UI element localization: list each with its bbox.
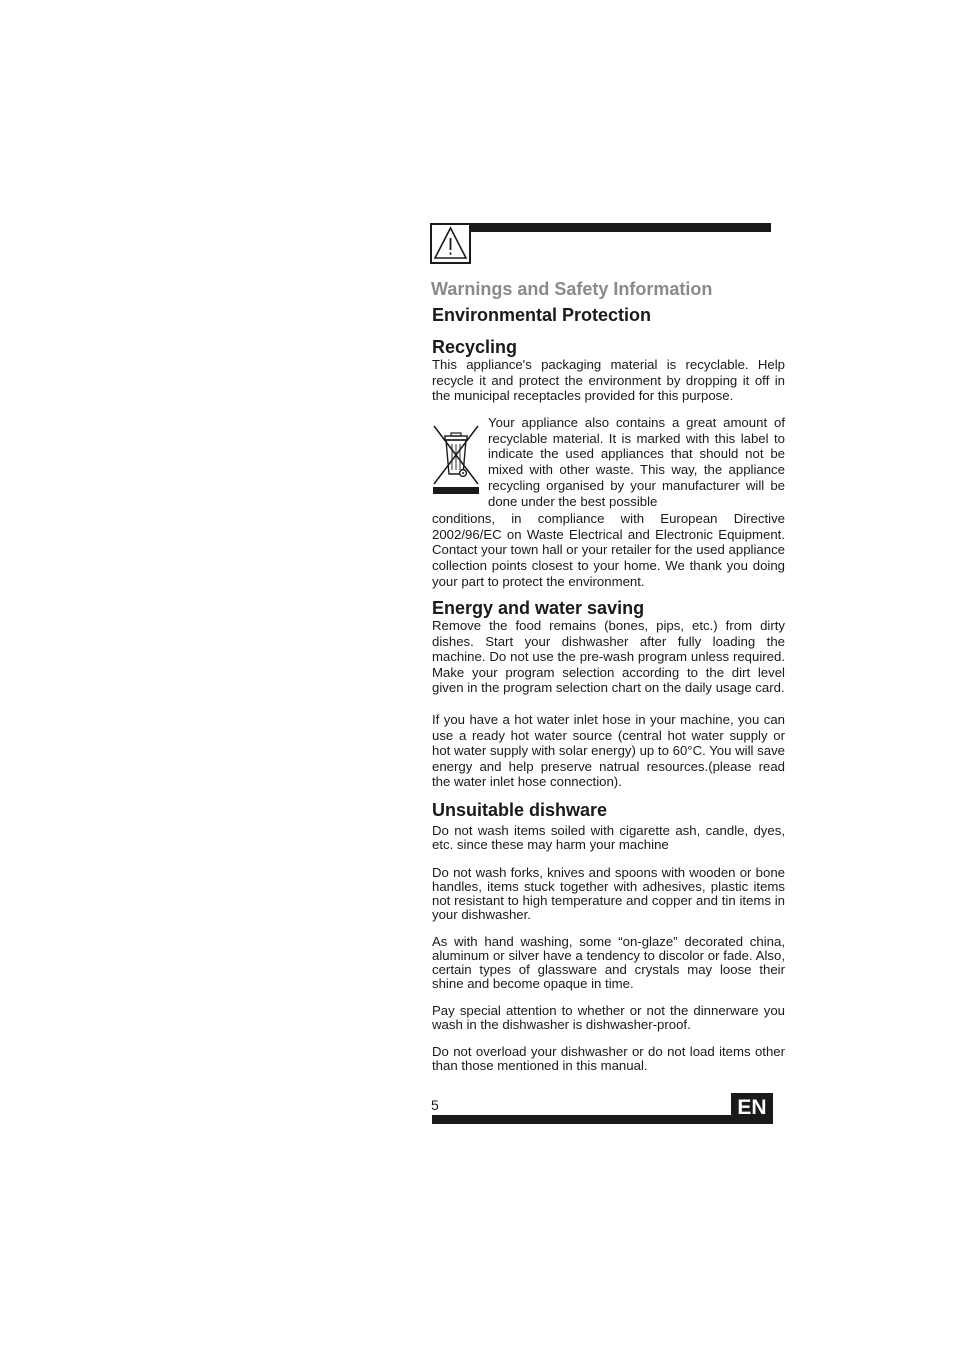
- recycling-heading: Recycling: [432, 337, 518, 357]
- energy-paragraph-1: Remove the food remains (bones, pips, etc.) from dirty dishes. Start your dishwasher after fully loading the machine. Do not use the pre-wash program unless required. Make your program selection according to the dirt level given in the program selection chart on the daily usage card.: [432, 618, 785, 696]
- energy-paragraph-2: If you have a hot water inlet hose in your machine, you can use a ready hot water source (central hot water supply or hot water supply with solar energy) up to 60°C. You will save energy and help preserve natrual resources.(please read the water inlet hose connection).: [432, 712, 785, 790]
- section-title: Warnings and Safety Information: [431, 279, 713, 299]
- recycling-continued-paragraph: conditions, in compliance with European Directive 2002/96/EC on Waste Electrical and Electronic Equipment. Contact your town hall or your retailer for the used appliance collection points closest to your home. We thank you doing your part to protect the environment.: [432, 511, 785, 589]
- unsuitable-paragraph-5: Do not overload your dishwasher or do not load items other than those mentioned in this manual.: [432, 1044, 785, 1073]
- recycling-paragraph: This appliance's packaging material is recyclable. Help recycle it and protect the environment by dropping it off in the municipal receptacles provided for this purpose.: [432, 357, 785, 403]
- unsuitable-paragraph-1: Do not wash items soiled with cigarette ash, candle, dyes, etc. since these may harm your machine: [432, 823, 785, 852]
- unsuitable-paragraph-3: As with hand washing, some “on-glaze” decorated china, aluminum or silver have a tendency to discolor or fade. Also, certain types of glassware and crystals may loose their shine and become opaque in time.: [432, 934, 785, 991]
- language-badge: EN: [731, 1093, 773, 1124]
- unsuitable-dishware-heading: Unsuitable dishware: [432, 800, 608, 820]
- unsuitable-paragraph-2: Do not wash forks, knives and spoons with wooden or bone handles, items stuck together with adhesives, plastic items not resistant to high temperature and copper and tin items in your dishwasher.: [432, 865, 785, 922]
- warning-badge: [430, 223, 471, 264]
- environmental-protection-heading: Environmental Protection: [432, 305, 652, 325]
- crossed-out-wheelie-bin-icon: [432, 424, 480, 496]
- bottom-rule: [432, 1115, 773, 1124]
- warning-triangle-icon: [432, 225, 469, 262]
- energy-water-saving-heading: Energy and water saving: [432, 598, 645, 618]
- page-number: 5: [431, 1097, 439, 1113]
- unsuitable-paragraph-4: Pay special attention to whether or not the dinnerware you wash in the dishwasher is dishwasher-proof.: [432, 1003, 785, 1032]
- recycling-label-paragraph: Your appliance also contains a great amount of recyclable material. It is marked with this label to indicate the used appliances that should not be mixed with other waste. This way, the appliance recycling organised by your manufacturer will be done under the best possible: [488, 415, 785, 509]
- top-rule: [430, 223, 771, 232]
